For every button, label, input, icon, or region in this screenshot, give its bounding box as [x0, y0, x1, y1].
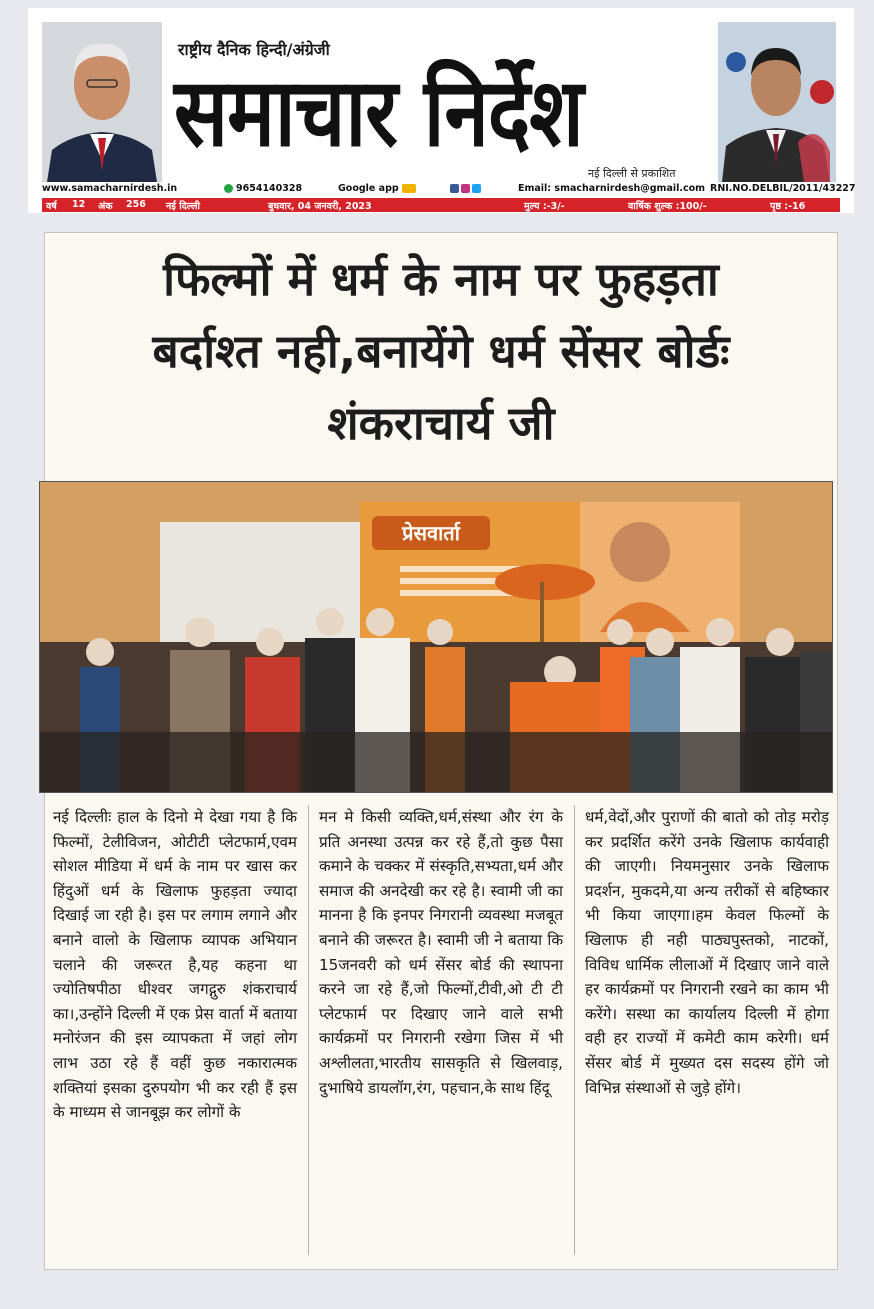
instagram-icon[interactable] [461, 184, 470, 193]
city: नई दिल्ली [166, 201, 200, 212]
issue-date: बुधवार, 04 जनवरी, 2023 [268, 201, 372, 212]
newspaper-brand: समाचार निर्देश [174, 57, 583, 168]
article-column-2: मन मे किसी व्यक्ति,धर्म,संस्था और रंग के प्रति अनस्था उत्पन्न कर रहे हैं,तो कुछ पैसा कमाने के चक्कर में संस्कृति,सभ्यता,धर्म और समाज की अनदेखी कर रहे है। स्वामी जी का मानना है कि इनपर निगरानी व्यवस्था मजबूत बनाने की जरूरत है। स्वामी जी ने बताया कि 15जनवरी को धर्म सेंसर बोर्ड की स्थापना करने जा रहे हैं,जो फिल्मों,टीवी,ओ टी टी प्लेटफार्म पर दिखाए जाने वाले सभी कार्यक्रमों पर निगरानी रखेगा जिस में भी अश्लीलता,भारतीय सासकृति से खिलवाड़, दुभाषिये डायलॉग,रंग, पहचान,के साथ हिंदू [319, 808, 563, 1097]
article-headline [45, 243, 837, 459]
website-link[interactable]: www.samacharnirdesh.in [42, 183, 178, 194]
editor-photo-left [42, 22, 162, 182]
social-icons [450, 183, 483, 194]
masthead [28, 8, 854, 213]
phone-number: 9654140328 [224, 183, 302, 194]
headline-line-1: फिल्मों में धर्म के नाम पर फुहड़ता [163, 252, 719, 306]
news-article [44, 232, 838, 1270]
article-body [53, 805, 829, 1260]
press-conference-photo [39, 481, 833, 793]
google-app[interactable]: Google app [338, 183, 416, 194]
whatsapp-icon [224, 184, 233, 193]
price: मुल्य :-3/- [524, 201, 565, 212]
annual-fee: वार्षिक शुल्क :100/- [628, 201, 707, 212]
facebook-icon[interactable] [450, 184, 459, 193]
year-label: वर्ष [46, 201, 57, 212]
press-banner-text: प्रेसवार्ता [402, 521, 460, 545]
page-count: पृष्ठ :-16 [770, 201, 806, 212]
headline-line-3: शंकराचार्य जी [327, 396, 555, 450]
published-from: नई दिल्ली से प्रकाशित [588, 167, 676, 180]
article-column-1: नई दिल्लीः हाल के दिनो मे देखा गया है कि फिल्मों, टेलीविजन, ओटीटी प्लेटफार्म,एवम सोशल मीडिया में धर्म के नाम पर खास कर हिंदुओं धर्म के खिलाफ फुहड़ता ज्यादा दिखाई जा रही है। इस पर लगाम लगाने और बनाने वालो के खिलाफ व्यापक अभियान चलाने की जरूरत है,यह कहना था ज्योतिषपीठा धीश्वर जगद्गुरु शंकराचार्य का।,उन्होंने दिल्ली में एक प्रेस वार्ता में बताया मनोरंजन की इस व्यापकता में जहां लोग लाभ उठा रहे हैं वहीं कुछ नकारात्मक शक्तियां इसका दुरुपयोग भी कर रही हैं इस के माध्यम से जानबूझ कर लोगों के [53, 808, 297, 1122]
email-address[interactable]: Email: smacharnirdesh@gmail.com [518, 183, 706, 194]
year-value: 12 [72, 199, 86, 210]
rni-number: RNI.NO.DELBIL/2011/43227 [710, 183, 856, 194]
contact-line [42, 182, 856, 196]
issue-value: 256 [126, 199, 146, 210]
issue-info-bar [42, 198, 840, 212]
column-divider [574, 805, 575, 1255]
issue-label: अंक [98, 201, 113, 212]
column-divider [308, 805, 309, 1255]
twitter-icon[interactable] [472, 184, 481, 193]
google-play-icon [402, 184, 416, 193]
headline-line-2: बर्दाश्त नही,बनायेंगे धर्म सेंसर बोर्डः [152, 324, 730, 378]
article-column-3: धर्म,वेदों,और पुराणों की बातो को तोड़ मरोड़ कर प्रदर्शित करेंगे उनके खिलाफ कार्यवाही की जाएगी। नियमनुसार उनके खिलाफ प्रदर्शन, मुकदमे,या अन्य तरीकों से बहिष्कार भी किया जाएगा।हम केवल फिल्मों के खिलाफ ही नही पाठ्यपुस्तको, नाटकों, विविध धार्मिक लीलाओं में दिखाए जाने वाले हर कार्यक्रमों पर निगरानी रखने का काम भी करेंगे। सस्था का कार्यालय दिल्ली में होगा वही हर राज्यों में कमेटी काम करेगी। धर्म सेंसर बोर्ड में मुख्यत दस सदस्य होंगे जो विभिन्न संस्थाओं से जुड़े होंगे। [585, 808, 829, 1097]
tagline: राष्ट्रीय दैनिक हिन्दी/अंग्रेजी [178, 40, 330, 59]
editor-photo-right [718, 22, 836, 182]
